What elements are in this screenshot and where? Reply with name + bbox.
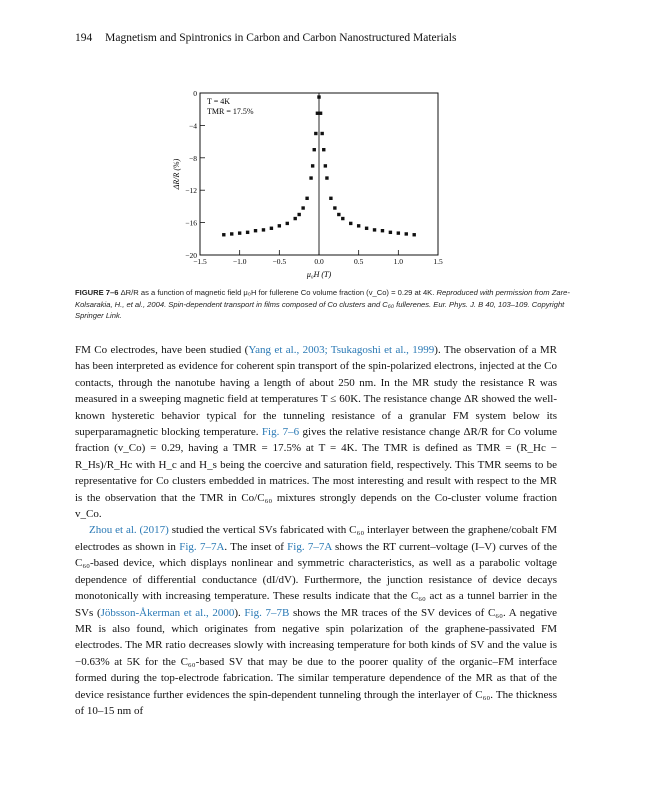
data-point [297, 213, 300, 216]
annotation-temperature: T = 4K [207, 97, 231, 106]
running-header [75, 32, 456, 44]
figure-caption [75, 287, 575, 322]
data-point [333, 206, 336, 209]
data-point [301, 206, 304, 209]
y-tick-label: −4 [189, 121, 197, 131]
data-point [337, 213, 340, 216]
body-text-run: gives the relative resistance change ΔR/R for Co volume fraction (v_Co) = 0.29, having a TMR = 17.5% at T = 4K. The TMR is defined as TMR = (R_Hc − R_Hs)/R_Hc with H_c and H_s being the coercive and saturation field, respectively. This TMR seems to be representative for Co clusters embedded in matrices. The most interesting and result with respect to the MR is the observation that the TMR in Co/C₆₀ mixtures strongly depends on the Co-cluster volume fraction v_Co. [75, 426, 557, 521]
running-title: Magnetism and Spintronics in Carbon and Carbon Nanostructured Materials [105, 32, 457, 44]
body-text-run: . The inset of [224, 540, 288, 553]
data-point [270, 227, 273, 230]
y-tick-label: 0 [193, 89, 197, 98]
body-text-run: FM Co electrodes, have been studied ( [75, 344, 249, 356]
data-point [262, 228, 265, 231]
body-text-run: shows the MR traces of the SV devices of C₆₀. A negative MR is also found, which originates from negative spin polarization of the graphene-passivated FM electrodes. The MR ratio decreases slowly with increasing temperature for both kinds of SV and the value is −0.63% at 5K for the C₆₀-based SV that may be due to the poorer quality of the organic–FM interface formed during the top-electrode fabrication. The similar temperature dependence of the MR as that of the device resistance further evidences the spin-dependent tunneling through the interlayer of C₆₀. The thickness of 10–15 nm of [75, 606, 557, 717]
data-point [413, 233, 416, 236]
body-text-run: ). [234, 606, 245, 619]
data-point [373, 228, 376, 231]
data-point [319, 112, 322, 115]
y-tick-label: −20 [185, 251, 197, 260]
data-point [314, 132, 317, 135]
citation-link[interactable]: Fig. 7–7A [179, 540, 225, 553]
data-point [322, 148, 325, 151]
x-tick-label: −1.0 [232, 257, 247, 266]
x-tick-label: 0.0 [314, 257, 324, 266]
y-axis-label: ΔR/R (%) [172, 158, 181, 190]
data-point [317, 95, 320, 98]
data-point [313, 148, 316, 151]
y-tick-label: −16 [185, 218, 197, 228]
data-point [324, 164, 327, 167]
citation-link[interactable]: Zhou et al. (2017) [89, 524, 169, 537]
page-number: 194 [75, 32, 93, 44]
citation-link[interactable]: Fig. 7–7B [244, 606, 290, 619]
body-text-run: shows the RT current–voltage (I–V) curves of the C₆₀-based device, which displays nonlinear and symmetric characteristics, as well as a parabolic voltage dependence of differential conductance (dI/dV). Furthermore, the junction resistance of device decays monotonically with increasing temperature. These results indicate that the C₆₀ act as a tunnel barrier in the SVs ( [75, 540, 558, 619]
data-point [397, 231, 400, 234]
annotation-tmr: TMR = 17.5% [207, 107, 254, 116]
data-point [311, 164, 314, 167]
data-point [381, 229, 384, 232]
data-point [278, 224, 281, 227]
x-tick-label: 1.5 [433, 257, 443, 266]
caption-main: ΔR/R as a function of magnetic field μ₀H for fullerene Co volume fraction (v_Co) = 0.29 at 4K. [120, 288, 435, 297]
data-point [349, 222, 352, 225]
data-point [230, 232, 233, 235]
data-point [325, 176, 328, 179]
data-point [357, 224, 360, 227]
data-point [389, 231, 392, 234]
y-tick-label: −12 [185, 186, 197, 196]
data-point [365, 227, 368, 230]
data-point [305, 197, 308, 200]
data-point [246, 231, 249, 234]
data-point [320, 132, 323, 135]
citation-link[interactable]: Fig. 7–6 [261, 426, 300, 439]
body-text [75, 342, 557, 719]
data-point [405, 232, 408, 235]
paragraph-2 [75, 522, 557, 719]
data-point [294, 217, 297, 220]
x-tick-label: −0.5 [272, 257, 287, 266]
data-point [316, 112, 319, 115]
citation-link[interactable]: Jöbsson-Åkerman et al., 2000 [100, 606, 235, 619]
citation-link[interactable]: Fig. 7–7A [287, 540, 332, 553]
data-point [254, 229, 257, 232]
data-point [286, 222, 289, 225]
data-point [238, 231, 241, 234]
x-tick-label: −1.5 [193, 257, 207, 266]
x-tick-label: 1.0 [393, 257, 404, 266]
caption-credit: Reproduced with permission from Zare-Kolsarakia, H., et al., 2004. Spin-dependent transport in films composed of Co clusters and C₆₀ fullerenes. Eur. Phys. J. B 40, 103–109. Copyright Springer Link. [75, 288, 570, 320]
x-tick-label: 0.5 [353, 257, 364, 266]
data-point [309, 176, 312, 179]
figure-7-6 [170, 85, 460, 285]
mr-chart [170, 85, 460, 285]
data-point [222, 233, 225, 236]
data-point [341, 217, 344, 220]
caption-label: FIGURE 7–6 [75, 288, 119, 297]
body-text-run: ). The observation of a MR has been interpreted as evidence for coherent spin transport of the spin-polarized electrons, injected at the Co contacts, through the nanotube having a length of about 250 nm. In the MR study the resistance R was measured in a sweeping magnetic field at temperatures T ≤ 60K. The resistance change ΔR showed the well-known hysteretic behavior typical for the tunneling resistance of a granular FM system below its superparamagnetic blocking temperature. [75, 344, 557, 439]
citation-link[interactable]: Yang et al., 2003; Tsukagoshi et al., 1999 [248, 344, 435, 356]
y-tick-label: −8 [189, 153, 197, 163]
paragraph-1 [75, 342, 557, 522]
data-point [329, 197, 332, 200]
x-axis-label: μ₀H (T) [306, 270, 332, 279]
body-text-run: studied the vertical SVs fabricated with C₆₀ interlayer between the graphene/cobalt FM electrodes as shown in [75, 524, 557, 553]
